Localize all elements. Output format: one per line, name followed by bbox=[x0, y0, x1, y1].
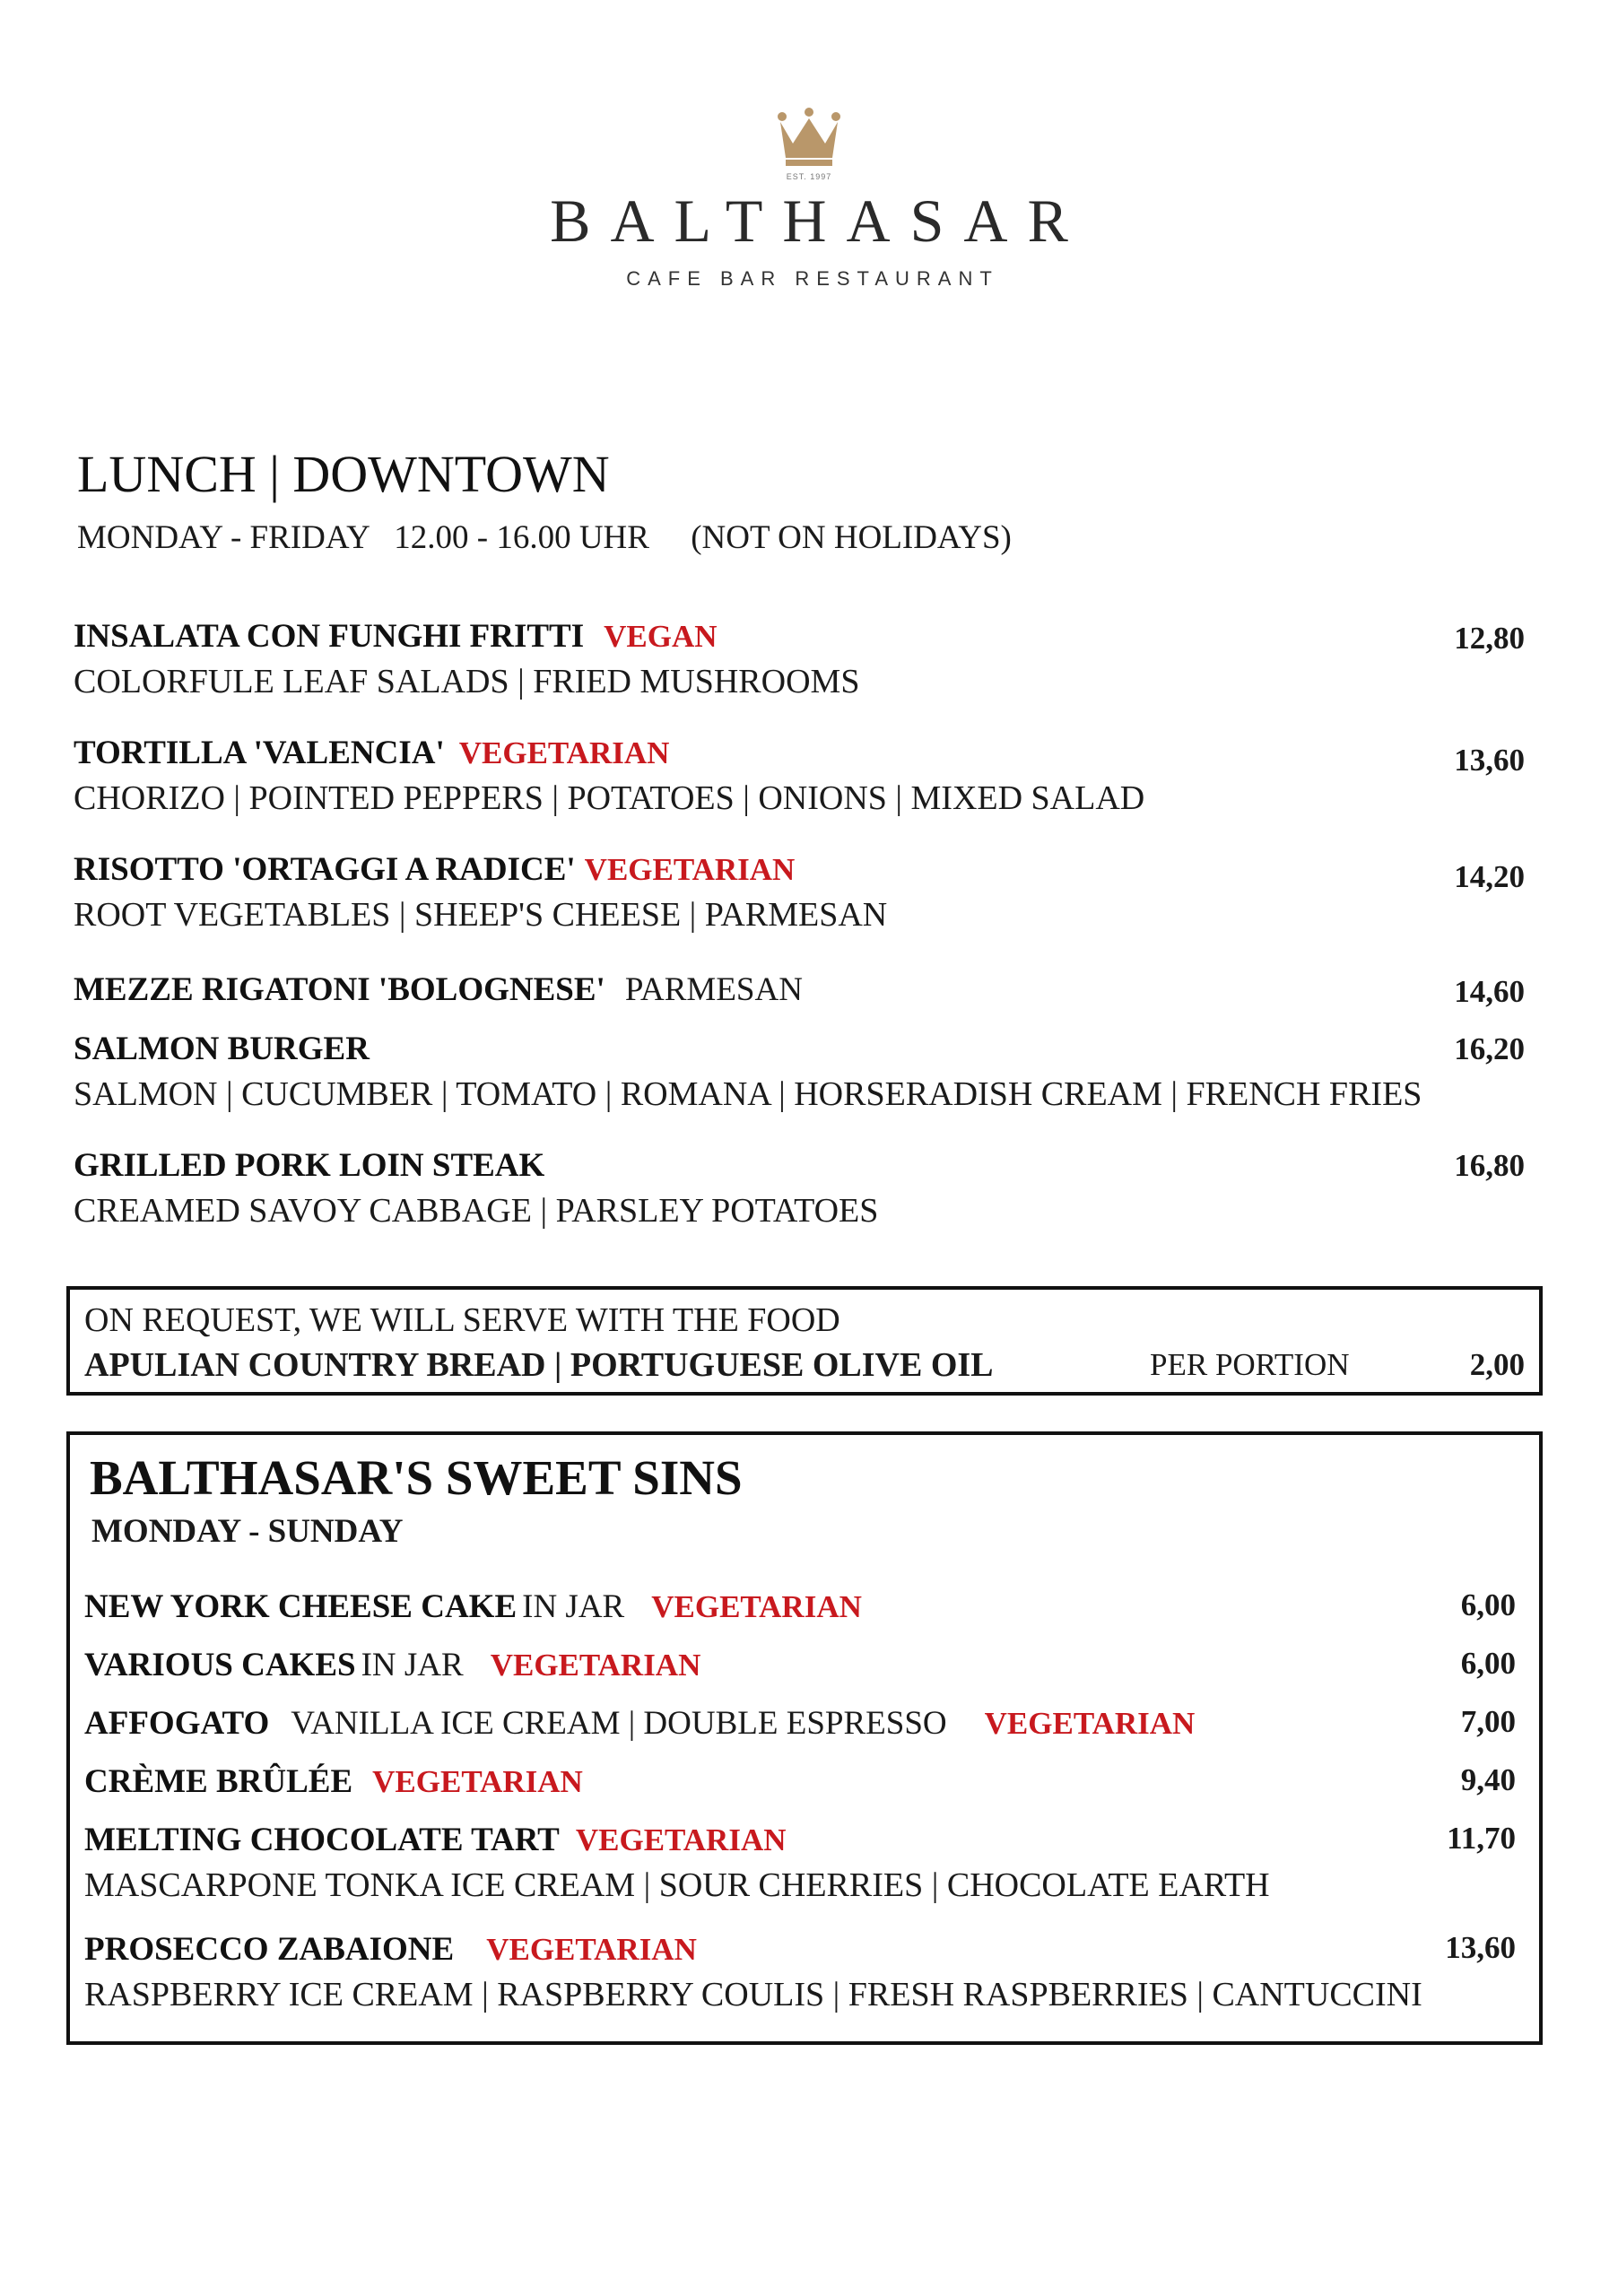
dessert-item bbox=[84, 1762, 1516, 1802]
diet-tag: VEGETARIAN bbox=[486, 1932, 697, 1967]
item-name: VARIOUS CAKES bbox=[84, 1647, 356, 1683]
bread-note: ON REQUEST, WE WILL SERVE WITH THE FOOD bbox=[84, 1301, 840, 1339]
menu-item bbox=[74, 1030, 1525, 1116]
bread-name: APULIAN COUNTRY BREAD | PORTUGUESE OLIVE OIL bbox=[84, 1346, 994, 1384]
crown-icon bbox=[777, 108, 841, 169]
menu-item bbox=[74, 1146, 1525, 1232]
item-name: MEZZE RIGATONI 'BOLOGNESE' bbox=[74, 971, 605, 1008]
item-description: SALMON | CUCUMBER | TOMATO | ROMANA | HORSERADISH CREAM | FRENCH FRIES bbox=[74, 1075, 1422, 1114]
dessert-item bbox=[84, 1704, 1516, 1744]
sweets-days: MONDAY - SUNDAY bbox=[91, 1513, 404, 1550]
item-name: INSALATA CON FUNGHI FRITTI bbox=[74, 618, 585, 655]
sweets-title: BALTHASAR'S SWEET SINS bbox=[90, 1450, 743, 1505]
sweets-box bbox=[66, 1431, 1543, 2045]
item-name: SALMON BURGER bbox=[74, 1031, 370, 1067]
diet-tag: VEGETARIAN bbox=[458, 735, 670, 770]
dessert-item bbox=[84, 1646, 1516, 1685]
item-price: 16,20 bbox=[1454, 1031, 1525, 1066]
item-description: MASCARPONE TONKA ICE CREAM | SOUR CHERRIES | CHOCOLATE EARTH bbox=[84, 1866, 1270, 1905]
item-name: CRÈME BRÛLÉE bbox=[84, 1763, 353, 1800]
item-extra: PARMESAN bbox=[624, 971, 803, 1008]
item-price: 14,20 bbox=[1454, 859, 1525, 894]
item-price: 14,60 bbox=[1454, 974, 1525, 1009]
established-year: EST. 1997 bbox=[786, 172, 832, 181]
item-price: 6,00 bbox=[1460, 1646, 1516, 1681]
diet-tag: VEGETARIAN bbox=[984, 1706, 1196, 1741]
lunch-hours: MONDAY - FRIDAY 12.00 - 16.00 UHR (NOT ON HOLIDAYS) bbox=[77, 519, 1012, 556]
item-name: MELTING CHOCOLATE TART bbox=[84, 1822, 560, 1858]
item-sub: IN JAR bbox=[522, 1588, 625, 1625]
item-sub: VANILLA ICE CREAM | DOUBLE ESPRESSO bbox=[291, 1705, 947, 1742]
lunch-title: LUNCH | DOWNTOWN bbox=[77, 445, 610, 503]
bread-price: 2,00 bbox=[1469, 1347, 1525, 1382]
menu-item bbox=[74, 617, 1525, 703]
diet-tag: VEGETARIAN bbox=[584, 852, 796, 887]
item-description: RASPBERRY ICE CREAM | RASPBERRY COULIS | FRESH RASPBERRIES | CANTUCCINI bbox=[84, 1976, 1422, 2014]
bread-offer-box bbox=[66, 1286, 1543, 1396]
menu-item bbox=[74, 970, 1525, 1010]
diet-tag: VEGAN bbox=[604, 619, 718, 654]
item-name: TORTILLA 'VALENCIA' bbox=[74, 735, 445, 771]
brand-logo bbox=[0, 108, 1618, 291]
item-price: 12,80 bbox=[1454, 621, 1525, 656]
item-name: AFFOGATO bbox=[84, 1705, 270, 1742]
dessert-item bbox=[84, 1587, 1516, 1627]
item-description: CREAMED SAVOY CABBAGE | PARSLEY POTATOES bbox=[74, 1192, 879, 1231]
item-sub: IN JAR bbox=[361, 1647, 464, 1683]
diet-tag: VEGETARIAN bbox=[372, 1764, 583, 1799]
brand-tagline: CAFE BAR RESTAURANT bbox=[626, 267, 999, 290]
item-price: 13,60 bbox=[1454, 743, 1525, 778]
item-price: 6,00 bbox=[1460, 1587, 1516, 1622]
item-price: 7,00 bbox=[1460, 1704, 1516, 1739]
item-price: 9,40 bbox=[1460, 1762, 1516, 1797]
diet-tag: VEGETARIAN bbox=[490, 1648, 701, 1683]
dessert-item bbox=[84, 1930, 1516, 2016]
item-name: PROSECCO ZABAIONE bbox=[84, 1931, 455, 1968]
menu-item bbox=[74, 734, 1525, 820]
item-name: GRILLED PORK LOIN STEAK bbox=[74, 1147, 545, 1184]
item-description: CHORIZO | POINTED PEPPERS | POTATOES | ONIONS | MIXED SALAD bbox=[74, 779, 1145, 818]
item-name: RISOTTO 'ORTAGGI A RADICE' bbox=[74, 851, 576, 888]
diet-tag: VEGETARIAN bbox=[651, 1589, 862, 1624]
brand-name: BALTHASAR bbox=[550, 187, 1088, 255]
diet-tag: VEGETARIAN bbox=[575, 1822, 787, 1857]
dessert-item bbox=[84, 1821, 1516, 1907]
item-description: COLORFULE LEAF SALADS | FRIED MUSHROOMS bbox=[74, 663, 860, 701]
item-price: 11,70 bbox=[1447, 1821, 1516, 1856]
item-price: 16,80 bbox=[1454, 1148, 1525, 1183]
item-price: 13,60 bbox=[1445, 1930, 1516, 1965]
item-description: ROOT VEGETABLES | SHEEP'S CHEESE | PARMESAN bbox=[74, 896, 888, 935]
bread-per-portion: PER PORTION bbox=[1150, 1347, 1350, 1382]
menu-item bbox=[74, 850, 1525, 936]
item-name: NEW YORK CHEESE CAKE bbox=[84, 1588, 518, 1625]
